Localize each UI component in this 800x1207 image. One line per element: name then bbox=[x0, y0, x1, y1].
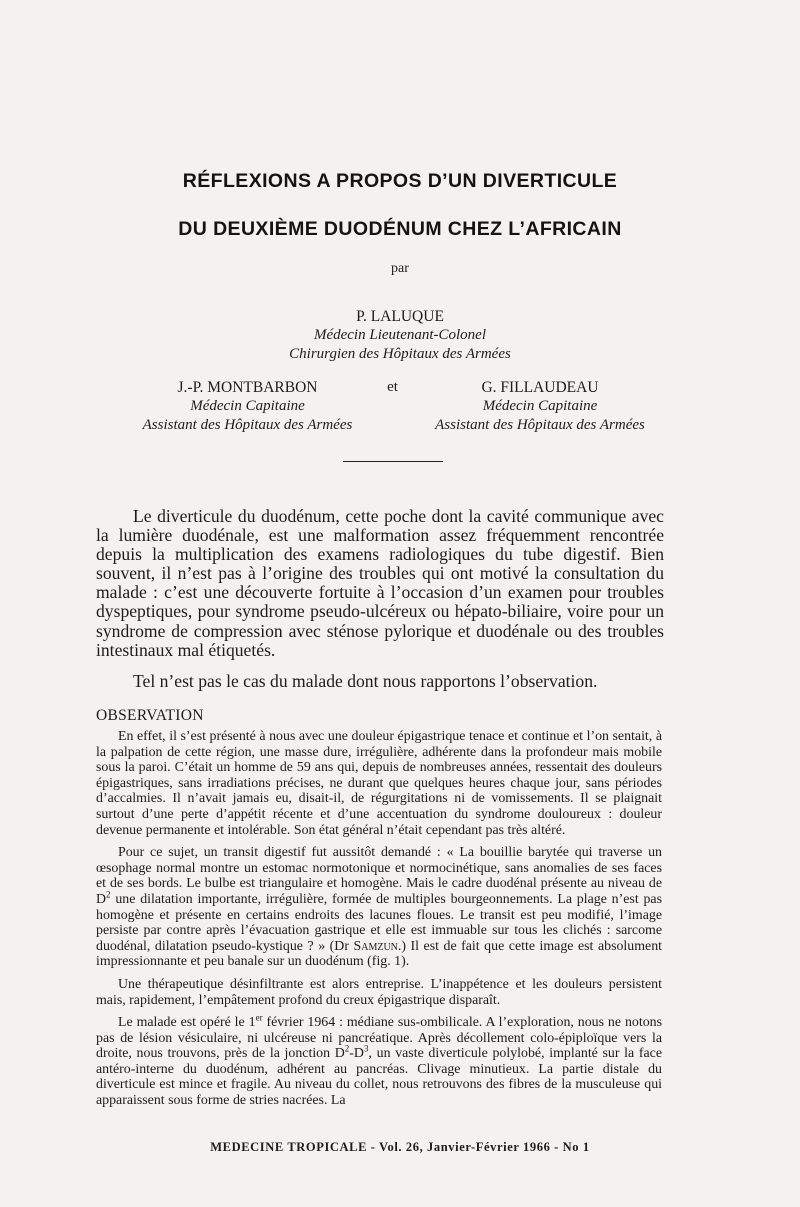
observation-body bbox=[96, 729, 662, 1109]
body-paragraph-3: Une thérapeutique désinfiltrante est alors entreprise. L’inappétence et les douleurs persistent mais, rapidement, l’empâtement profond du creux épigastrique disparaît. bbox=[96, 976, 662, 1008]
body-paragraph-1: En effet, il s’est présenté à nous avec une douleur épigastrique tenace et continue et l’on sentait, à la palpation de cette région, une masse dure, irrégulière, adhérente dans la profondeur mais mobile sous la paroi. C’était un homme de 59 ans qui, depuis de nombreuses années, ressentait des douleurs épigastriques, sans irradiations précises, ne durant que quelques heures chaque jour, sans périodes d’accalmies. Il n’avait jamais eu, disait-il, de régurgitations ni de vomissements. Il se plaignait surtout d’une perte d’appétit récente et d’une accentuation du syndrome douloureux : douleur devenue permanente et intolérable. Son état général n’était cependant pas très altéré. bbox=[96, 729, 662, 838]
section-heading: OBSERVATION bbox=[96, 707, 204, 724]
author-affiliation: Assistant des Hôpitaux des Armées bbox=[435, 417, 645, 433]
author-name: G. FILLAUDEAU bbox=[481, 379, 599, 396]
lead-paragraph: Le diverticule du duodénum, cette poche dont la cavité communique avec la lumière duodénale, est une malformation assez fréquemment rencontrée depuis la multiplication des examens radiologiques du tube digestif. Bien souvent, il n’est pas à l’origine des troubles qui ont motivé la consultation du malade : c’est une découverte fortuite à l’occasion d’un examen pour troubles dyspeptiques, pour syndrome pseudo-ulcéreux ou hépato-biliaire, voire pour un syndrome de compression avec sténose pylorique et duodénale ou des troubles intestinaux mal étiquetés. bbox=[96, 506, 664, 660]
author-block-right bbox=[410, 378, 670, 435]
article-title-line-2: DU DEUXIÈME DUODÉNUM CHEZ L’AFRICAIN bbox=[178, 218, 622, 240]
separator-rule bbox=[343, 461, 443, 462]
lead-paragraph-2: Tel n’est pas le cas du malade dont nous rapportons l’observation. bbox=[133, 671, 598, 691]
article-title-line-1: RÉFLEXIONS A PROPOS D’UN DIVERTICULE bbox=[182, 170, 618, 192]
body-paragraph-2: Pour ce sujet, un transit digestif fut aussitôt demandé : « La bouillie barytée qui traverse un œsophage normal montre un estomac normotonique et normocinétique, sans anomalies de ses faces et de ses bords. Le bulbe est triangulaire et homogène. Mais le cadre duodénal présente au niveau de $D^2$ une dilatation importante, irrégulière, formée de multiples bourgeonnements. La plage n’est pas homogène et présente en certains endroits des lacunes floues. Le transit est peu modifié, l’image persiste par contre après l’évacuation gastrique et elle est immuable sur tous les clichés : sarcome duodénal, dilatation pseudo-kystique ? » (Dr Samzun.) Il est de fait que cette image est absolument impressionnante et peu banale sur un duodénum (fig. 1). bbox=[96, 845, 662, 970]
byline-par: par bbox=[391, 261, 409, 276]
author-affiliation: Chirurgien des Hôpitaux des Armées bbox=[289, 346, 511, 362]
cited-name: Samzun bbox=[353, 938, 398, 954]
author-name: P. LALUQUE bbox=[356, 308, 444, 325]
author-affiliation: Assistant des Hôpitaux des Armées bbox=[142, 417, 353, 433]
author-name: J.-P. MONTBARBON bbox=[177, 379, 318, 396]
author-role: Médecin Lieutenant-Colonel bbox=[313, 327, 487, 343]
author-conjunction: et bbox=[387, 379, 398, 395]
author-role: Médecin Capitaine bbox=[482, 398, 598, 414]
author-role: Médecin Capitaine bbox=[190, 398, 305, 414]
journal-footer: MEDECINE TROPICALE - Vol. 26, Janvier-Février 1966 - No 1 bbox=[210, 1140, 590, 1154]
author-block-left bbox=[120, 378, 375, 435]
body-paragraph-4: Le malade est opéré le 1er février 1964 : médiane sus-ombilicale. A l’exploration, nous ne notons pas de lésion vésiculaire, ni ulcéreuse ni pancréatique. Après décollement colo-épiploïque vers la droite, nous trouvons, près de la jonction $D^2-D^3$, un vaste diverticule polylobé, implanté sur la face antéro-interne du duodénum, adhérent au pancréas. Clivage minutieux. La partie distale du diverticule est mince et fragile. Au niveau du collet, nous retrouvons des fibres de la musculeuse qui apparaissent sous forme de stries nacrées. La bbox=[96, 1012, 663, 1109]
author-block-main bbox=[250, 307, 550, 364]
